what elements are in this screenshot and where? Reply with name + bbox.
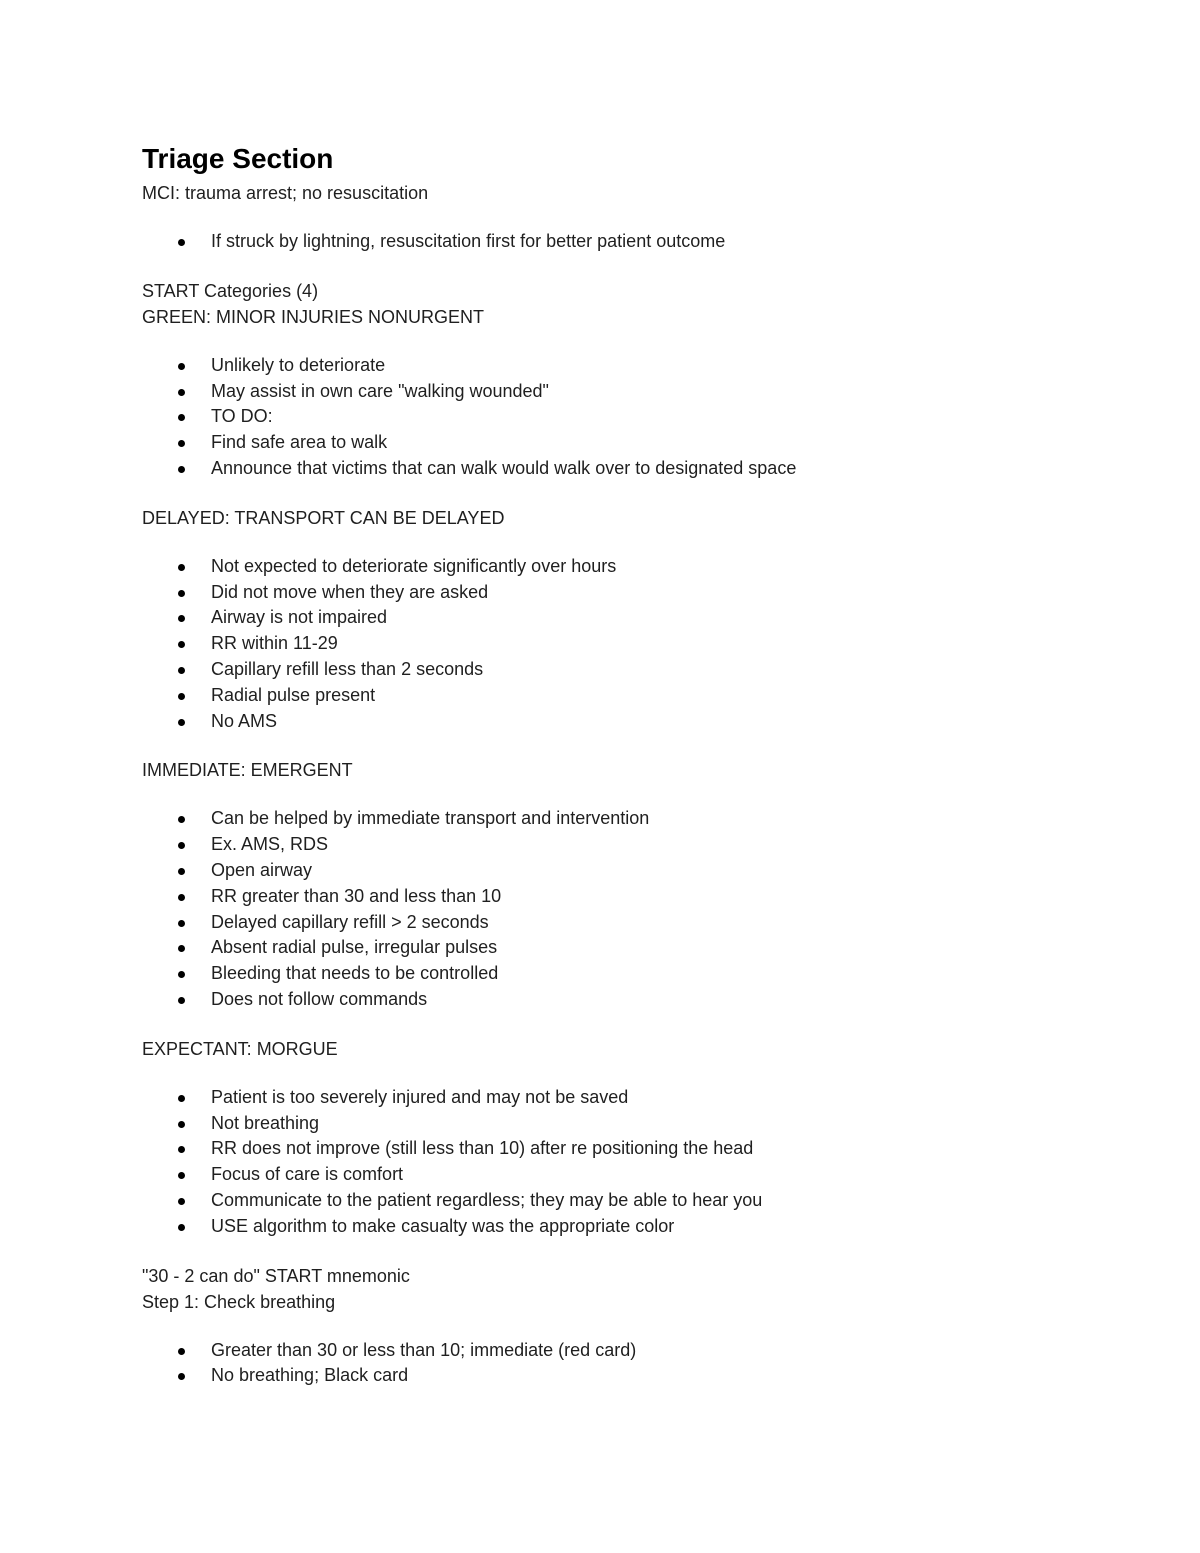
list-item [142, 1214, 1102, 1240]
list-item [142, 1188, 1102, 1214]
list-item-text: Open airway [211, 859, 313, 880]
bullet-icon [178, 719, 185, 726]
list-item-text: USE algorithm to make casualty was the appropriate color [211, 1215, 675, 1236]
bullet-icon [178, 590, 185, 597]
spacer [142, 531, 1102, 554]
list-item [142, 430, 1102, 456]
mci-line: MCI: trauma arrest; no resuscitation [142, 183, 429, 203]
bullet-icon [178, 894, 185, 901]
list-item-text: Bleeding that needs to be controlled [211, 963, 499, 984]
delayed-bullet-list [142, 554, 1102, 735]
list-item [142, 605, 1102, 631]
list-item-text: May assist in own care "walking wounded" [211, 380, 549, 401]
list-item-text: Communicate to the patient regardless; they may be able to hear you [211, 1189, 763, 1210]
bullet-icon [178, 641, 185, 648]
list-item-text: No AMS [211, 710, 278, 731]
list-item [142, 1111, 1102, 1137]
list-item [142, 683, 1102, 709]
bullet-icon [178, 842, 185, 849]
list-item [142, 379, 1102, 405]
bullet-icon [178, 1146, 185, 1153]
bullet-icon [178, 816, 185, 823]
spacer [142, 255, 1102, 278]
step1-bullet-list [142, 1338, 1102, 1390]
list-item-text: Patient is too severely injured and may not be saved [211, 1086, 629, 1107]
list-item [142, 456, 1102, 482]
list-item [142, 1363, 1102, 1389]
list-item-text: If struck by lightning, resuscitation first for better patient outcome [211, 231, 726, 251]
document-page [142, 140, 1102, 1389]
list-item-text: Unlikely to deteriorate [211, 354, 386, 375]
bullet-icon [178, 466, 185, 473]
list-item-text: Focus of care is comfort [211, 1164, 404, 1185]
list-item [142, 1136, 1102, 1162]
expectant-bullet-list [142, 1085, 1102, 1240]
immediate-bullet-list [142, 806, 1102, 1012]
mnemonic-line: "30 - 2 can do" START mnemonic [142, 1265, 410, 1286]
list-item [142, 1338, 1102, 1364]
bullet-icon [178, 564, 185, 571]
list-item-text: Did not move when they are asked [211, 581, 489, 602]
immediate-heading: IMMEDIATE: EMERGENT [142, 760, 353, 781]
list-item-text: Ex. AMS, RDS [211, 834, 329, 855]
start-categories-line: START Categories (4) [142, 280, 319, 301]
bullet-icon [178, 997, 185, 1004]
list-item [142, 1162, 1102, 1188]
bullet-icon [178, 440, 185, 447]
list-item [142, 580, 1102, 606]
bullet-icon [178, 1121, 185, 1128]
list-item-text: Delayed capillary refill > 2 seconds [211, 911, 489, 932]
list-item-text: No breathing; Black card [211, 1365, 409, 1386]
bullet-icon [178, 971, 185, 978]
expectant-heading: EXPECTANT: MORGUE [142, 1038, 338, 1059]
bullet-icon [178, 868, 185, 875]
spacer [142, 1315, 1102, 1338]
list-item-text: Announce that victims that can walk would walk over to designated space [211, 457, 797, 478]
list-item [142, 806, 1102, 832]
bullet-icon [178, 1095, 185, 1102]
list-item [142, 935, 1102, 961]
list-item-text: Not breathing [211, 1112, 320, 1133]
list-item-text: Can be helped by immediate transport and intervention [211, 808, 650, 829]
list-item [142, 353, 1102, 379]
bullet-icon [178, 615, 185, 622]
list-item [142, 987, 1102, 1013]
bullet-icon [178, 1198, 185, 1205]
list-item-text: Airway is not impaired [211, 607, 388, 628]
delayed-heading: DELAYED: TRANSPORT CAN BE DELAYED [142, 507, 505, 528]
green-heading: GREEN: MINOR INJURIES NONURGENT [142, 306, 485, 327]
spacer [142, 1013, 1102, 1036]
list-item-text: Not expected to deteriorate significantly over hours [211, 555, 617, 576]
list-item-text: Radial pulse present [211, 684, 376, 705]
list-item [142, 631, 1102, 657]
spacer [142, 734, 1102, 757]
bullet-icon [178, 1373, 185, 1380]
list-item [142, 910, 1102, 936]
bullet-icon [178, 1172, 185, 1179]
bullet-icon [178, 414, 185, 421]
spacer [142, 482, 1102, 505]
bullet-icon [178, 667, 185, 674]
list-item-text: RR does not improve (still less than 10) after re positioning the head [211, 1138, 754, 1159]
spacer [142, 206, 1102, 229]
list-item [142, 657, 1102, 683]
list-item [142, 709, 1102, 735]
bullet-icon [178, 1348, 185, 1355]
list-item [142, 404, 1102, 430]
spacer [142, 783, 1102, 806]
bullet-icon [178, 239, 185, 246]
green-bullet-list [142, 353, 1102, 482]
list-item [142, 961, 1102, 987]
bullet-icon [178, 920, 185, 927]
bullet-icon [178, 945, 185, 952]
list-item [142, 884, 1102, 910]
bullet-icon [178, 363, 185, 370]
list-item [142, 1085, 1102, 1111]
spacer [142, 1062, 1102, 1085]
spacer [142, 1240, 1102, 1263]
bullet-icon [178, 389, 185, 396]
mci-bullet-list [142, 229, 1102, 255]
list-item-text: Absent radial pulse, irregular pulses [211, 937, 498, 958]
list-item [142, 554, 1102, 580]
list-item-text: Find safe area to walk [211, 432, 388, 453]
spacer [142, 330, 1102, 353]
list-item [142, 858, 1102, 884]
list-item-text: Greater than 30 or less than 10; immediate (red card) [211, 1339, 637, 1360]
bullet-icon [178, 1224, 185, 1231]
document-title: Triage Section [142, 143, 334, 174]
list-item-text: RR within 11-29 [211, 633, 338, 654]
list-item-text: Capillary refill less than 2 seconds [211, 658, 484, 679]
list-item-text: RR greater than 30 and less than 10 [211, 885, 502, 906]
step1-heading: Step 1: Check breathing [142, 1291, 336, 1312]
list-item [142, 832, 1102, 858]
list-item-text: TO DO: [211, 406, 273, 427]
list-item-text: Does not follow commands [211, 988, 428, 1009]
bullet-icon [178, 693, 185, 700]
list-item [142, 229, 1102, 255]
